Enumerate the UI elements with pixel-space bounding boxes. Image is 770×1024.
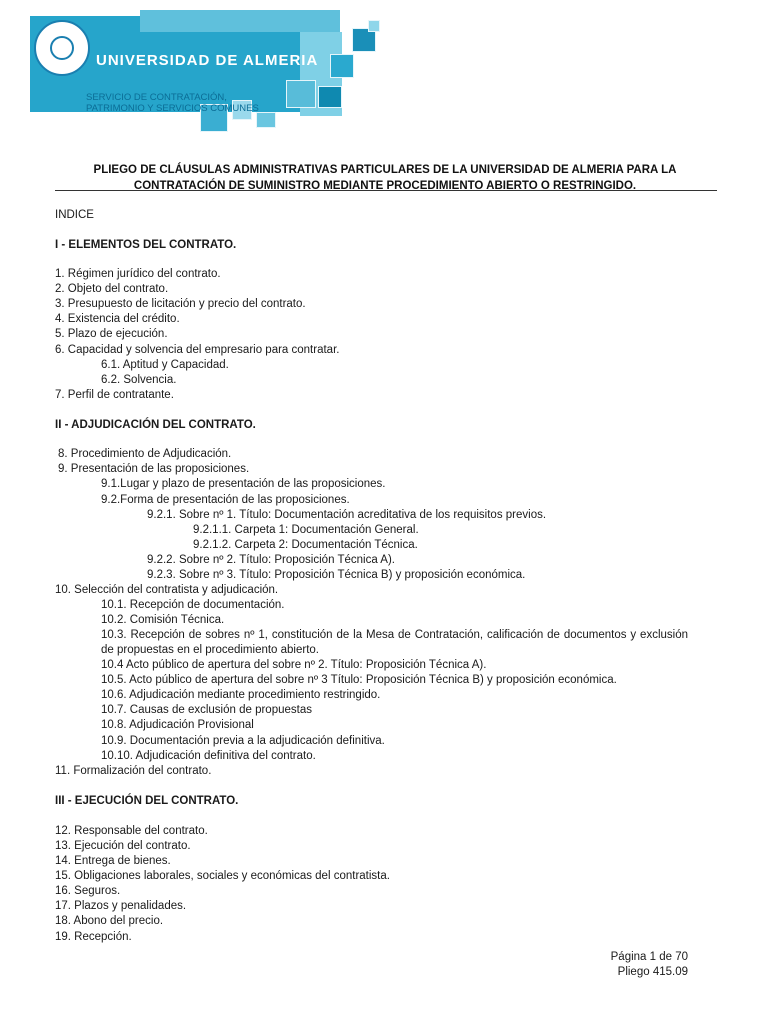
list-item: 15. Obligaciones laborales, sociales y económicas del contratista. bbox=[55, 870, 390, 882]
list-item: 18. Abono del precio. bbox=[55, 915, 164, 927]
list-item: 9.2.1.1. Carpeta 1: Documentación General. bbox=[193, 524, 419, 536]
list-item: 2. Objeto del contrato. bbox=[55, 283, 169, 295]
decor-square bbox=[318, 86, 342, 108]
list-item: 6.1. Aptitud y Capacidad. bbox=[101, 359, 229, 371]
list-item: 7. Perfil de contratante. bbox=[55, 389, 174, 401]
list-item: 10.1. Recepción de documentación. bbox=[101, 599, 285, 611]
list-item: 9.2.1.2. Carpeta 2: Documentación Técnica. bbox=[193, 539, 418, 551]
list-item: 10.8. Adjudicación Provisional bbox=[101, 719, 254, 731]
section-heading-2: II - ADJUDICACIÓN DEL CONTRATO. bbox=[55, 419, 256, 431]
list-item: 10.10. Adjudicación definitiva del contrato. bbox=[101, 750, 316, 762]
title-line-2: CONTRATACIÓN DE SUMINISTRO MEDIANTE PROCEDIMIENTO ABIERTO O RESTRINGIDO. bbox=[133, 180, 637, 192]
list-item: 10. Selección del contratista y adjudicación. bbox=[55, 584, 279, 596]
service-name bbox=[86, 92, 259, 114]
list-item: 5. Plazo de ejecución. bbox=[55, 328, 168, 340]
list-item: 6.2. Solvencia. bbox=[101, 374, 177, 386]
list-item: 9.2.Forma de presentación de las proposiciones. bbox=[101, 494, 350, 506]
decor-square bbox=[286, 80, 316, 108]
section-heading-3: III - EJECUCIÓN DEL CONTRATO. bbox=[55, 795, 239, 807]
decor-square bbox=[330, 54, 354, 78]
section-heading-1: I - ELEMENTOS DEL CONTRATO. bbox=[55, 239, 237, 251]
list-item: 12. Responsable del contrato. bbox=[55, 825, 208, 837]
list-item: 17. Plazos y penalidades. bbox=[55, 900, 187, 912]
decor-square bbox=[256, 112, 276, 128]
list-item: 10.9. Documentación previa a la adjudicación definitiva. bbox=[101, 735, 385, 747]
list-item: 13. Ejecución del contrato. bbox=[55, 840, 191, 852]
list-item: 19. Recepción. bbox=[55, 931, 132, 943]
list-item: 6. Capacidad y solvencia del empresario para contratar. bbox=[55, 344, 340, 356]
university-seal-icon bbox=[34, 20, 90, 76]
service-line-2: PATRIMONIO Y SERVICIOS COMUNES bbox=[86, 103, 259, 114]
title-line-1: PLIEGO DE CLÁUSULAS ADMINISTRATIVAS PARTICULARES DE LA UNIVERSIDAD DE ALMERIA PARA LA bbox=[93, 164, 677, 176]
list-item: 1. Régimen jurídico del contrato. bbox=[55, 268, 221, 280]
page-number: Página 1 de 70 bbox=[610, 951, 688, 963]
list-item: 10.6. Adjudicación mediante procedimiento restringido. bbox=[101, 689, 381, 701]
header-band-top bbox=[140, 10, 340, 32]
decor-square bbox=[368, 20, 380, 32]
list-item: 8. Procedimiento de Adjudicación. bbox=[58, 448, 232, 460]
list-item: 3. Presupuesto de licitación y precio del contrato. bbox=[55, 298, 306, 310]
title-divider bbox=[55, 190, 717, 191]
service-line-1: SERVICIO DE CONTRATACIÓN, bbox=[86, 92, 227, 103]
list-item: 10.4 Acto público de apertura del sobre nº 2. Título: Proposición Técnica A). bbox=[101, 659, 487, 671]
list-item: 10.5. Acto público de apertura del sobre nº 3 Título: Proposición Técnica B) y proposición económica. bbox=[101, 674, 617, 686]
index-heading: INDICE bbox=[55, 209, 94, 221]
list-item: 9.2.1. Sobre nº 1. Título: Documentación acreditativa de los requisitos previos. bbox=[147, 509, 547, 521]
list-item: 9.2.3. Sobre nº 3. Título: Proposición Técnica B) y proposición económica. bbox=[147, 569, 526, 581]
list-item: 14. Entrega de bienes. bbox=[55, 855, 171, 867]
page-footer bbox=[611, 950, 688, 980]
list-item: 10.7. Causas de exclusión de propuestas bbox=[101, 704, 312, 716]
list-item: 10.3. Recepción de sobres nº 1, constitución de la Mesa de Contratación, calificación de documentos y exclusión de propuestas en el procedimiento abierto. bbox=[101, 629, 688, 656]
list-item: 9.1.Lugar y plazo de presentación de las proposiciones. bbox=[101, 478, 386, 490]
list-item: 4. Existencia del crédito. bbox=[55, 313, 180, 325]
list-item: 9. Presentación de las proposiciones. bbox=[58, 463, 250, 475]
university-name: UNIVERSIDAD DE ALMERIA bbox=[96, 52, 319, 69]
list-item: 16. Seguros. bbox=[55, 885, 121, 897]
list-item: 9.2.2. Sobre nº 2. Título: Proposición Técnica A). bbox=[147, 554, 395, 566]
document-reference: Pliego 415.09 bbox=[617, 966, 688, 978]
list-item: 11. Formalización del contrato. bbox=[55, 765, 212, 777]
list-item: 10.2. Comisión Técnica. bbox=[101, 614, 225, 626]
